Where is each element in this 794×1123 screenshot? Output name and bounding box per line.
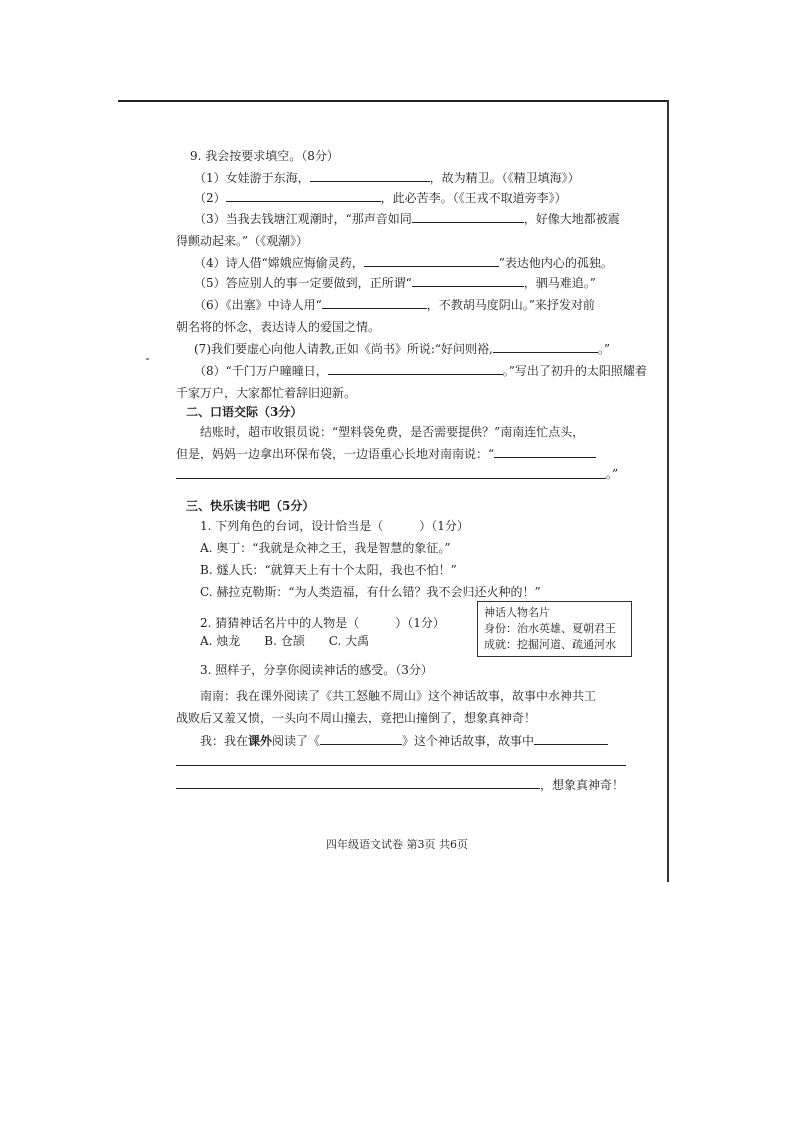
answer-line[interactable]	[176, 765, 626, 766]
q9-item-4-tail: ”表达他内心的孤独。	[498, 256, 613, 270]
section-2-title: 二、口语交际（3分）	[186, 405, 303, 419]
my-answer-text-3: 》这个神话故事，故事中	[402, 734, 535, 748]
s3-my-answer	[200, 733, 608, 749]
q9-item-4	[194, 255, 613, 271]
s3-q3: 3. 照样子，分享你阅读神话的感受。（3分）	[200, 663, 433, 677]
section-2-para-1: 结账时，超市收银员说：“塑料袋免费，是否需要提供？”南南连忙点头，	[200, 425, 585, 439]
q9-item-7	[194, 341, 610, 357]
answer-blank[interactable]	[328, 363, 503, 375]
answer-line[interactable]	[176, 478, 606, 479]
q9-item-1-text: （1）女娃游于东海，	[194, 171, 310, 185]
my-answer-bold: 课外	[248, 734, 273, 748]
q9-item-7-text: (7)我们要虚心向他人请教,正如《尚书》所说:“好问则裕,	[194, 342, 493, 356]
answer-blank[interactable]	[320, 733, 402, 745]
s3-q1-option-c: C. 赫拉克勒斯：“为人类造福，有什么错？我不会归还火种的！”	[200, 585, 541, 599]
q9-item-7-tail: 。”	[597, 342, 610, 356]
myth-character-card	[477, 601, 632, 657]
q9-item-2	[194, 190, 567, 206]
q9-title: 9. 我会按要求填空。（8分）	[190, 149, 339, 163]
card-identity: 身份：治水英雄、夏朝君王	[484, 622, 616, 635]
s3-q2: 2. 猜猜神话名片中的人物是（ ）（1分）	[200, 616, 445, 630]
page-top-border	[118, 100, 668, 102]
section-2-para-2-text: 但是，妈妈一边拿出环保布袋，一边语重心长地对南南说：“	[176, 447, 495, 461]
s3-q1: 1. 下列角色的台词，设计恰当是（ ）（1分）	[200, 519, 469, 533]
answer-blank[interactable]	[310, 170, 430, 182]
card-achievement: 成就：挖掘河道、疏通河水	[484, 638, 616, 651]
q9-item-5-tail: ，驷马难追。”	[523, 276, 596, 290]
q9-item-1-tail: ，故为精卫。（《精卫填海》）	[429, 171, 580, 185]
q9-item-2-tail: ，此必苦李。（《王戎不取道旁李》）	[380, 191, 567, 205]
answer-blank[interactable]	[493, 341, 598, 353]
q9-item-1	[194, 170, 580, 186]
answer-blank[interactable]	[412, 211, 524, 223]
q9-item-3	[194, 211, 620, 227]
scan-speck	[146, 358, 149, 360]
q9-item-8	[194, 363, 647, 379]
answer-blank[interactable]	[534, 733, 608, 745]
answer-blank[interactable]	[226, 190, 381, 202]
card-title: 神话人物名片	[484, 606, 550, 619]
s3-q1-option-a: A. 奥丁：“我就是众神之王，我是智慧的象征。”	[200, 541, 451, 555]
q9-item-6	[194, 297, 595, 313]
answer-blank[interactable]	[494, 446, 596, 458]
answer-blank[interactable]	[322, 297, 427, 309]
s3-end: ，想象真神奇！	[540, 778, 625, 792]
section-2-para-2	[176, 446, 596, 462]
answer-blank[interactable]	[412, 275, 524, 287]
q9-item-5-text: （5）答应别人的事一定要做到，正所谓“	[194, 276, 412, 290]
q9-item-4-text: （4）诗人借“嫦娥应悔偷灵药，	[194, 256, 364, 270]
s3-example-2: 战败后又羞又愤，一头向不周山撞去，竟把山撞倒了，想象真神奇！	[176, 711, 537, 725]
page-footer: 四年级语文试卷 第3页 共6页	[326, 838, 468, 851]
s3-q1-option-b: B. 燧人氏：“就算天上有十个太阳，我也不怕！”	[200, 563, 457, 577]
q9-item-3-tail: ，好像大地都被震	[523, 212, 620, 226]
q9-item-8-cont: 千家万户，大家都忙着辞旧迎新。	[176, 386, 357, 400]
q9-item-5	[194, 275, 596, 291]
q9-item-6-tail: ，不教胡马度阴山。”来抒发对前	[426, 298, 595, 312]
s3-example-1: 南南：我在课外阅读了《共工怒触不周山》这个神话故事，故事中水神共工	[200, 689, 597, 703]
q9-item-3-cont: 得颤动起来。”（《观潮》）	[176, 234, 309, 248]
page-right-border	[667, 100, 669, 882]
section-2-end: 。”	[606, 467, 619, 481]
q9-item-8-text: （8）“千门万户曈曈日，	[194, 364, 328, 378]
s3-q2-options: A. 烛龙 B. 仓颉 C. 大禹	[200, 634, 370, 648]
answer-blank[interactable]	[364, 255, 499, 267]
my-answer-text: 我：我在	[200, 734, 249, 748]
my-answer-text-2: 阅读了《	[272, 734, 321, 748]
section-3-title: 三、快乐读书吧（5分）	[186, 499, 315, 513]
q9-item-3-text: （3）当我去钱塘江观潮时，“那声音如同	[194, 212, 412, 226]
answer-line[interactable]	[176, 788, 540, 789]
q9-item-6-cont: 朝名将的怀念，表达诗人的爱国之情。	[176, 320, 381, 334]
q9-item-2-text: （2）	[194, 191, 226, 205]
q9-item-6-text: （6）《出塞》中诗人用“	[194, 298, 322, 312]
q9-item-8-tail: 。”写出了初升的太阳照耀着	[502, 364, 647, 378]
